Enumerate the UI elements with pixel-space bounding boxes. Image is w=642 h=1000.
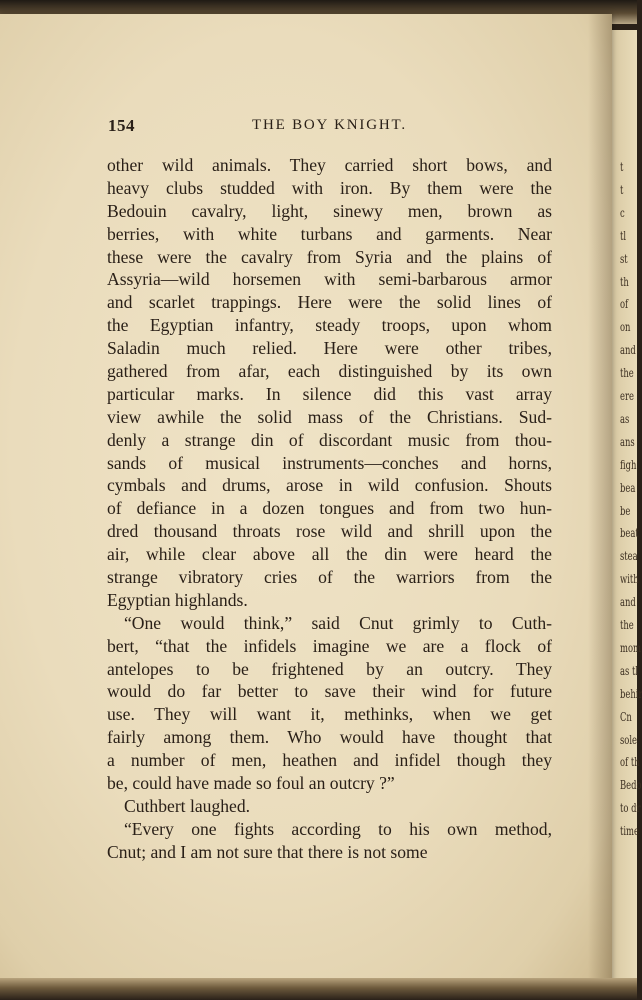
text-line: dred thousand throats rose wild and shrill upon the — [107, 521, 552, 542]
text-line: strange vibratory cries of the warriors from the — [107, 567, 552, 588]
text-line: cymbals and drums, arose in wild confusion. Shouts — [107, 475, 552, 496]
facing-page-fragment: t — [620, 160, 624, 174]
paragraph-first-line: “One would think,” said Cnut grimly to Cuth- — [124, 612, 552, 633]
facing-page-fragment: tl — [620, 228, 627, 243]
body-text — [107, 154, 552, 864]
text-line: Cnut; and I am not sure that there is not some — [107, 841, 428, 862]
paragraph-first-line: “Every one fights according to his own method, — [124, 818, 552, 839]
page-gutter-shadow — [588, 14, 612, 986]
page-header — [108, 116, 550, 136]
facing-page-fragment: to dr — [620, 801, 641, 816]
facing-page-fragment: and — [620, 595, 636, 610]
text-line: Saladin much relied. Here were other tribes, — [107, 338, 552, 359]
facing-page-fragment: as — [620, 411, 630, 426]
text-line: sands of musical instruments—conches and horns, — [107, 452, 552, 473]
page-number: 154 — [108, 116, 135, 135]
text-line: bert, “that the infidels imagine we are a flock of — [107, 635, 552, 656]
facing-page-fragment: st — [620, 251, 628, 266]
facing-page-fragment: c — [620, 205, 625, 220]
text-line: of defiance in a dozen tongues and from two hun- — [107, 498, 552, 519]
paragraph-last-line: Egyptian highlands. — [107, 589, 248, 610]
facing-page-fragment: ans — [620, 434, 635, 449]
text-line: Bedouin cavalry, light, sinewy men, brown as — [107, 200, 552, 221]
text-line: heavy clubs studded with iron. By them were the — [107, 177, 552, 198]
text-line: and scarlet trappings. Here were the solid lines of — [107, 292, 552, 313]
facing-page-fragment: bea — [620, 480, 636, 495]
facing-page-fragment: mom — [620, 640, 641, 655]
text-line: berries, with white turbans and garments. Near — [107, 223, 552, 244]
text-line: fairly among them. Who would have thought that — [107, 727, 552, 748]
facing-page-fragment: Cn — [620, 709, 632, 724]
text-line: antelopes to be frightened by an outcry. They — [107, 658, 552, 679]
facing-page-fragment: Bedo — [620, 778, 642, 793]
facing-page-fragment: on — [620, 320, 631, 335]
facing-page-fragment: stea — [620, 549, 638, 564]
text-line: use. They will want it, methinks, when we get — [107, 704, 552, 725]
book-bottom-edge — [0, 978, 637, 1000]
facing-page-fragment: with — [620, 572, 639, 587]
facing-page-fragment: the — [620, 366, 634, 381]
running-title: THE BOY KNIGHT. — [252, 117, 407, 133]
facing-page-fragment: figh — [620, 457, 637, 472]
facing-page-fragment: sole — [620, 732, 638, 747]
text-line: particular marks. In silence did this vast array — [107, 383, 552, 404]
facing-page-fragment: time — [620, 824, 639, 839]
text-line: Assyria—wild horsemen with semi-barbarous armor — [107, 269, 552, 290]
facing-page-fragment: and — [620, 343, 636, 358]
facing-page-fragment: ere — [620, 389, 634, 403]
facing-page-fragment: of th — [620, 755, 640, 770]
facing-page-fragment: the — [620, 618, 634, 632]
text-line: the Egyptian infantry, steady troops, upon whom — [107, 315, 552, 336]
facing-page-fragment: th — [620, 274, 629, 289]
paragraph-last-line: be, could have made so foul an outcry ?” — [107, 773, 395, 794]
text-line: would do far better to save their wind for future — [107, 681, 552, 702]
facing-page-fragment: beat — [620, 526, 639, 541]
facing-page-fragment: as tl — [620, 663, 639, 678]
facing-page-fragment: be — [620, 503, 631, 518]
facing-page-fragment: behir — [620, 686, 642, 701]
text-line: these were the cavalry from Syria and the plains of — [107, 246, 552, 267]
text-line: gathered from afar, each distinguished by its own — [107, 361, 552, 382]
text-line: a number of men, heathen and infidel though they — [107, 750, 552, 771]
facing-page-fragment: t — [620, 182, 624, 197]
text-line: denly a strange din of discordant music from thou- — [107, 429, 552, 450]
text-line: other wild animals. They carried short bows, and — [107, 155, 552, 175]
facing-page-fragment: of — [620, 297, 629, 312]
paragraph-single-line: Cuthbert laughed. — [124, 795, 251, 816]
text-line: air, while clear above all the din were heard the — [107, 544, 552, 565]
text-line: view awhile the solid mass of the Christians. Sud- — [107, 406, 552, 427]
